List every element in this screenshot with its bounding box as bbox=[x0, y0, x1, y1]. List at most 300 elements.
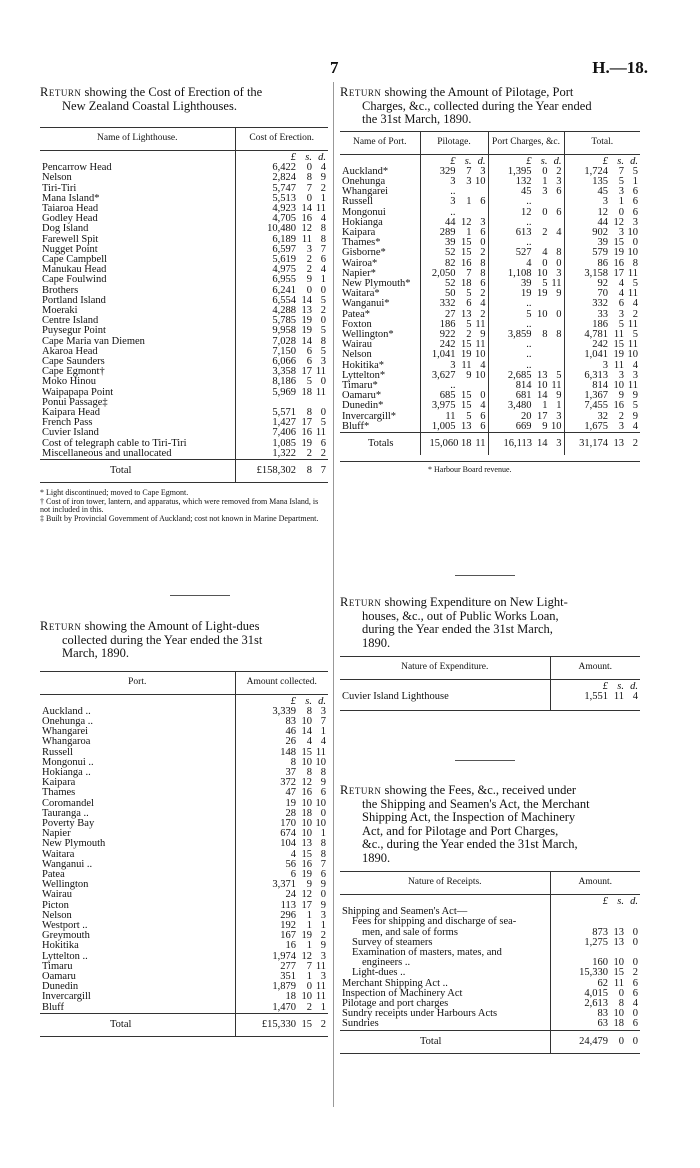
pounds: 1,322 bbox=[272, 447, 296, 459]
pence: 7 bbox=[320, 243, 326, 255]
pence: 1 bbox=[556, 400, 562, 412]
col-port-charges: Port Charges, &c. bbox=[488, 131, 564, 154]
shillings: 11 bbox=[613, 977, 624, 989]
shillings: 6 bbox=[306, 345, 312, 357]
pence: 8 bbox=[556, 247, 562, 259]
pounds: 1,108 bbox=[507, 267, 532, 279]
total-value bbox=[256, 1020, 326, 1030]
shillings: 8 bbox=[306, 465, 312, 477]
expenditure-section bbox=[340, 596, 640, 711]
pence: 0 bbox=[632, 926, 638, 938]
shillings: 3 bbox=[542, 186, 548, 198]
shillings: 2 bbox=[306, 447, 312, 459]
pilotage-value-cell bbox=[420, 197, 488, 207]
receipt-name: Survey of steamers bbox=[352, 936, 433, 948]
pounds: 160 bbox=[592, 957, 608, 969]
lighthouse-name: Akaroa Head bbox=[42, 345, 98, 357]
shillings: 7 bbox=[466, 267, 472, 279]
shillings: 10 bbox=[301, 797, 312, 809]
totals-cell bbox=[488, 432, 564, 455]
amount-cell bbox=[550, 968, 640, 978]
pounds: .. bbox=[526, 359, 532, 371]
pounds: £ bbox=[450, 155, 456, 167]
port-name: Poverty Bay bbox=[42, 817, 95, 829]
column-divider bbox=[333, 82, 334, 1107]
pence: 3 bbox=[556, 175, 562, 187]
pounds: 1,041 bbox=[584, 349, 608, 361]
total-cell bbox=[235, 1013, 328, 1036]
shillings: 17 bbox=[301, 899, 312, 911]
pilotage-value bbox=[430, 269, 486, 279]
pounds: £ bbox=[602, 896, 608, 907]
shillings: s. bbox=[464, 155, 472, 167]
pence: 5 bbox=[632, 400, 638, 412]
lighthouse-name: Centre Island bbox=[42, 315, 99, 327]
shillings: 15 bbox=[301, 1018, 312, 1030]
pounds: 332 bbox=[592, 298, 608, 310]
receipt-name: Pilotage and port charges bbox=[342, 998, 449, 1010]
lighthouse-name: Cape Saunders bbox=[42, 356, 105, 368]
pence: 5 bbox=[320, 325, 326, 337]
table-row bbox=[340, 692, 640, 711]
cost-value bbox=[256, 388, 326, 398]
amount-value bbox=[572, 692, 638, 702]
pounds: 19 bbox=[285, 797, 296, 809]
receipt-name: Merchant Shipping Act .. bbox=[342, 977, 448, 989]
pounds: 6,597 bbox=[272, 243, 296, 255]
pounds: 20 bbox=[521, 410, 532, 422]
pounds: 26 bbox=[285, 736, 296, 748]
pounds: 685 bbox=[439, 390, 456, 402]
pounds: 2,613 bbox=[584, 998, 608, 1010]
pence: 9 bbox=[320, 172, 326, 184]
shillings: 10 bbox=[301, 817, 312, 829]
amount-cell bbox=[235, 748, 328, 758]
shillings: 19 bbox=[301, 437, 312, 449]
table-row bbox=[40, 931, 328, 941]
shillings: 15 bbox=[613, 237, 624, 249]
pence: 11 bbox=[627, 379, 638, 391]
col-amount-collected: Amount collected. bbox=[235, 671, 328, 694]
port-name: Hokianga .. bbox=[42, 766, 91, 778]
pounds: 52 bbox=[445, 247, 456, 259]
shillings: 12 bbox=[301, 777, 312, 789]
pence: 11 bbox=[315, 366, 326, 378]
shillings: 11 bbox=[613, 359, 624, 371]
pence: 6 bbox=[556, 206, 562, 218]
shillings: 2 bbox=[306, 1001, 312, 1013]
port-name: Nelson bbox=[342, 349, 372, 361]
pence: 4 bbox=[632, 691, 638, 703]
receipt-name: Shipping and Seamen's Act— bbox=[342, 906, 468, 918]
pounds: 62 bbox=[597, 977, 608, 989]
pence: 2 bbox=[556, 165, 562, 177]
pence: 6 bbox=[320, 437, 326, 449]
shillings: 19 bbox=[613, 349, 624, 361]
port-name: Wanganui* bbox=[342, 298, 390, 310]
col-name-of-port: Name of Port. bbox=[352, 136, 407, 147]
pounds: .. bbox=[450, 206, 456, 218]
pounds: 104 bbox=[280, 838, 296, 850]
amount-cell bbox=[550, 692, 640, 711]
pence: 2 bbox=[632, 437, 638, 449]
charges-value bbox=[504, 330, 562, 340]
pounds: 579 bbox=[592, 247, 608, 259]
pounds: 8 bbox=[290, 756, 296, 768]
pounds: 83 bbox=[597, 1008, 608, 1020]
pence: 9 bbox=[556, 288, 562, 300]
pence: 6 bbox=[632, 1018, 638, 1030]
port-name: Greymouth bbox=[42, 930, 90, 942]
pence: 6 bbox=[480, 226, 486, 238]
lighthouse-name: Mana Island* bbox=[42, 192, 100, 204]
shillings: 8 bbox=[618, 998, 624, 1010]
pence: 11 bbox=[475, 318, 486, 330]
amount-value bbox=[256, 737, 326, 747]
receipt-name: men, and sale of forms bbox=[362, 926, 458, 938]
pence: 1 bbox=[320, 1001, 326, 1013]
shillings: 19 bbox=[301, 315, 312, 327]
pounds: 24,479 bbox=[579, 1035, 608, 1047]
totals-row bbox=[340, 432, 640, 455]
port-name: Bluff* bbox=[342, 420, 370, 432]
pence: 6 bbox=[320, 787, 326, 799]
pence: 0 bbox=[320, 889, 326, 901]
pounds: 70 bbox=[597, 288, 608, 300]
port-name: Auckland* bbox=[342, 165, 389, 177]
pence: d. bbox=[477, 155, 486, 167]
pounds: 6,189 bbox=[272, 233, 296, 245]
pounds: £ bbox=[526, 155, 532, 167]
shillings: 2 bbox=[466, 328, 472, 340]
pence: 9 bbox=[320, 879, 326, 891]
pounds: 15,330 bbox=[579, 967, 608, 979]
pounds: 3,339 bbox=[272, 705, 296, 717]
port-name: Tauranga .. bbox=[42, 807, 89, 819]
lighthouse-name: Taiaroa Head bbox=[42, 203, 99, 215]
lighthouse-name: Cape Maria van Diemen bbox=[42, 335, 145, 347]
port-name: Nelson bbox=[42, 909, 72, 921]
pence: 2 bbox=[480, 288, 486, 300]
pounds: .. bbox=[526, 318, 532, 330]
pounds: £15,330 bbox=[261, 1018, 296, 1030]
amount-cell bbox=[235, 850, 328, 860]
total-value-cell bbox=[564, 197, 640, 207]
pence: 8 bbox=[480, 257, 486, 269]
pounds: £ bbox=[602, 155, 608, 167]
shillings: 7 bbox=[306, 960, 312, 972]
amount-cell bbox=[235, 931, 328, 941]
pounds: .. bbox=[450, 379, 456, 391]
total-value bbox=[578, 299, 638, 309]
document-reference: H.—18. bbox=[592, 58, 648, 77]
shillings: 13 bbox=[301, 305, 312, 317]
pence: 2 bbox=[632, 308, 638, 320]
shillings: s. bbox=[617, 155, 624, 167]
pence: 4 bbox=[632, 998, 638, 1010]
pounds: 3 bbox=[450, 196, 456, 208]
port-name: Invercargill bbox=[42, 991, 91, 1003]
pence: 11 bbox=[627, 318, 638, 330]
charges-value-cell bbox=[488, 197, 564, 207]
total-value bbox=[578, 177, 638, 187]
totals-value bbox=[504, 439, 562, 449]
lighthouse-name: Kaipara Head bbox=[42, 407, 101, 419]
port-name: Mongonui .. bbox=[42, 756, 94, 768]
pence: 0 bbox=[480, 237, 486, 249]
pounds: 1,427 bbox=[272, 417, 296, 429]
shillings: 10 bbox=[613, 379, 624, 391]
shillings: 11 bbox=[613, 691, 624, 703]
total-value bbox=[578, 401, 638, 411]
pounds: 28 bbox=[285, 807, 296, 819]
total-row bbox=[40, 460, 328, 483]
expenditure-name: Cuvier Island Lighthouse bbox=[342, 691, 449, 703]
total-value bbox=[578, 422, 638, 432]
lighthouse-name: Manukau Head bbox=[42, 264, 107, 276]
pounds: 12 bbox=[597, 206, 608, 218]
shillings: 5 bbox=[466, 288, 472, 300]
pounds: 289 bbox=[439, 226, 456, 238]
pounds: 669 bbox=[515, 420, 532, 432]
pounds: 186 bbox=[439, 318, 456, 330]
units-cell bbox=[420, 154, 488, 167]
shillings: 12 bbox=[301, 889, 312, 901]
receipt-name: Inspection of Machinery Act bbox=[342, 987, 463, 999]
pence: 0 bbox=[632, 237, 638, 249]
port-name: Dunedin bbox=[42, 981, 79, 993]
section-divider bbox=[170, 595, 230, 596]
pounds: 6,066 bbox=[272, 356, 296, 368]
pence: 11 bbox=[315, 386, 326, 398]
shillings: 19 bbox=[301, 325, 312, 337]
pence: 5 bbox=[632, 328, 638, 340]
col-lighthouse-name: Name of Lighthouse. bbox=[97, 133, 178, 143]
pence: 11 bbox=[315, 960, 326, 972]
shillings: 0 bbox=[306, 981, 312, 993]
total-value bbox=[578, 167, 638, 177]
pence: 0 bbox=[320, 284, 326, 296]
shillings: 1 bbox=[306, 940, 312, 952]
pounds: 6,313 bbox=[584, 369, 608, 381]
table-row bbox=[340, 422, 640, 433]
lighthouse-name: Waipapapa Point bbox=[42, 386, 114, 398]
shillings: 5 bbox=[466, 410, 472, 422]
total-value-cell bbox=[564, 187, 640, 197]
pounds: 56 bbox=[285, 858, 296, 870]
charges-value bbox=[504, 381, 562, 391]
pence: 5 bbox=[320, 294, 326, 306]
receipt-name: Fees for shipping and discharge of sea- bbox=[352, 916, 517, 928]
pounds: 674 bbox=[280, 828, 296, 840]
pence: 3 bbox=[556, 437, 562, 449]
pounds: 613 bbox=[515, 226, 532, 238]
shillings: 3 bbox=[466, 175, 472, 187]
lighthouse-cost-table bbox=[40, 127, 328, 483]
pence: 10 bbox=[315, 756, 326, 768]
pounds: 19 bbox=[521, 288, 532, 300]
shillings: 10 bbox=[301, 991, 312, 1003]
units-spacer bbox=[40, 694, 235, 707]
pounds: 296 bbox=[280, 909, 296, 921]
pence: 6 bbox=[320, 868, 326, 880]
pounds: 1,041 bbox=[431, 349, 456, 361]
shillings: 10 bbox=[613, 1008, 624, 1020]
amount-cell bbox=[235, 758, 328, 768]
table-row bbox=[340, 1009, 640, 1019]
pounds: 27 bbox=[445, 308, 456, 320]
pounds: 5,619 bbox=[272, 254, 296, 266]
pounds: 15,060 bbox=[429, 437, 459, 449]
port-name: Hokianga bbox=[342, 216, 383, 228]
port-name: Wairoa* bbox=[342, 257, 378, 269]
pounds: 814 bbox=[592, 379, 608, 391]
table-row bbox=[340, 187, 640, 197]
pounds: 1,551 bbox=[584, 691, 608, 703]
pence: 4 bbox=[480, 359, 486, 371]
pounds: £ bbox=[602, 681, 608, 692]
shillings: 14 bbox=[301, 335, 312, 347]
pilotage-value bbox=[430, 279, 486, 289]
shillings: 15 bbox=[461, 390, 472, 402]
shillings: 4 bbox=[618, 277, 624, 289]
pounds: 8,186 bbox=[272, 376, 296, 388]
table-row bbox=[340, 279, 640, 289]
pounds: 7,455 bbox=[584, 400, 608, 412]
pence: 2 bbox=[320, 1018, 326, 1030]
charges-value-cell bbox=[488, 422, 564, 433]
pilotage-value-cell bbox=[420, 248, 488, 258]
shillings: 0 bbox=[618, 1035, 624, 1047]
col-port: Port. bbox=[128, 676, 147, 687]
shillings: 17 bbox=[301, 366, 312, 378]
total-value-cell bbox=[564, 350, 640, 360]
pounds: 1,005 bbox=[431, 420, 456, 432]
shillings: 1 bbox=[306, 919, 312, 931]
pounds: 6,554 bbox=[272, 294, 296, 306]
pence: 6 bbox=[632, 987, 638, 999]
pence: 2 bbox=[320, 182, 326, 194]
pence: 5 bbox=[320, 345, 326, 357]
shillings: 10 bbox=[613, 957, 624, 969]
port-name: Invercargill* bbox=[342, 410, 397, 422]
pence: 6 bbox=[632, 206, 638, 218]
pence: d. bbox=[630, 155, 638, 167]
port-name: Oamaru* bbox=[342, 390, 382, 402]
shillings: 15 bbox=[461, 237, 472, 249]
amount-cell bbox=[550, 1019, 640, 1030]
pounds: 9,958 bbox=[272, 325, 296, 337]
port-name: Gisborne* bbox=[342, 247, 386, 259]
pilotage-value bbox=[430, 299, 486, 309]
charges-value bbox=[504, 340, 562, 350]
col-nature-of-expenditure: Nature of Expenditure. bbox=[401, 662, 489, 672]
pounds: 39 bbox=[597, 237, 608, 249]
amount-cell bbox=[550, 907, 640, 917]
pounds: 5 bbox=[526, 308, 532, 320]
shillings: 1 bbox=[306, 970, 312, 982]
charges-value bbox=[504, 228, 562, 238]
pounds: 18 bbox=[285, 991, 296, 1003]
shillings: 5 bbox=[466, 318, 472, 330]
pence: 6 bbox=[556, 186, 562, 198]
pounds: 4 bbox=[526, 257, 532, 269]
pounds: 47 bbox=[285, 787, 296, 799]
pence: 3 bbox=[480, 216, 486, 228]
shillings: 16 bbox=[613, 400, 624, 412]
shillings: 16 bbox=[461, 257, 472, 269]
shillings: 16 bbox=[301, 213, 312, 225]
pence: 9 bbox=[320, 940, 326, 952]
totals-value bbox=[430, 439, 486, 449]
table-row bbox=[340, 248, 640, 258]
shillings: 12 bbox=[301, 223, 312, 235]
shillings: 2 bbox=[618, 410, 624, 422]
port-name: Wellington* bbox=[342, 328, 394, 340]
shillings: 13 bbox=[301, 838, 312, 850]
port-name: Thames bbox=[42, 787, 76, 799]
col-total: Total. bbox=[564, 131, 640, 154]
shillings: 6 bbox=[306, 356, 312, 368]
pounds: 3,371 bbox=[272, 879, 296, 891]
shillings: 16 bbox=[301, 427, 312, 439]
total-value bbox=[578, 269, 638, 279]
shillings: 15 bbox=[301, 746, 312, 758]
shillings: 3 bbox=[618, 186, 624, 198]
pounds: 4 bbox=[290, 848, 296, 860]
pence: 7 bbox=[320, 465, 326, 477]
pence: 3 bbox=[320, 356, 326, 368]
pilotage-value bbox=[430, 197, 486, 207]
shillings: 5 bbox=[306, 376, 312, 388]
lighthouse-name: French Pass bbox=[42, 417, 93, 429]
pence: 2 bbox=[632, 967, 638, 979]
pence: 8 bbox=[320, 233, 326, 245]
shillings: 2 bbox=[306, 264, 312, 276]
lighthouse-name: Dog Island bbox=[42, 223, 89, 235]
pence: 9 bbox=[320, 899, 326, 911]
shillings: 16 bbox=[301, 787, 312, 799]
pounds: 527 bbox=[515, 247, 532, 259]
pounds: 2,685 bbox=[507, 369, 532, 381]
port-name: Lyttelton* bbox=[342, 369, 386, 381]
table-row bbox=[40, 880, 328, 890]
pounds: 39 bbox=[521, 277, 532, 289]
receipt-name: Light-dues .. bbox=[352, 967, 406, 979]
pence: 0 bbox=[632, 1008, 638, 1020]
pounds: 4,015 bbox=[584, 987, 608, 999]
pence: 3 bbox=[632, 369, 638, 381]
pounds: 4,923 bbox=[272, 203, 296, 215]
pounds: 83 bbox=[285, 715, 296, 727]
port-name: Hokitika bbox=[42, 940, 79, 952]
shillings: 15 bbox=[461, 400, 472, 412]
shillings: 3 bbox=[618, 226, 624, 238]
pence: 9 bbox=[632, 390, 638, 402]
units-cell bbox=[235, 694, 328, 707]
port-name: Oamaru bbox=[42, 970, 76, 982]
lighthouse-name: Farewell Spit bbox=[42, 233, 99, 245]
lighthouse-name: Nugget Point bbox=[42, 243, 98, 255]
pence: 3 bbox=[632, 216, 638, 228]
footnote: † Cost of iron tower, lantern, and apparatus, which were removed from Mana Island, is not included in this. bbox=[40, 496, 319, 515]
pounds: 922 bbox=[439, 328, 456, 340]
amount-value bbox=[568, 1019, 638, 1029]
pounds: 372 bbox=[280, 777, 296, 789]
amount-cell bbox=[235, 1003, 328, 1014]
pence: 3 bbox=[320, 970, 326, 982]
shillings: 1 bbox=[466, 196, 472, 208]
